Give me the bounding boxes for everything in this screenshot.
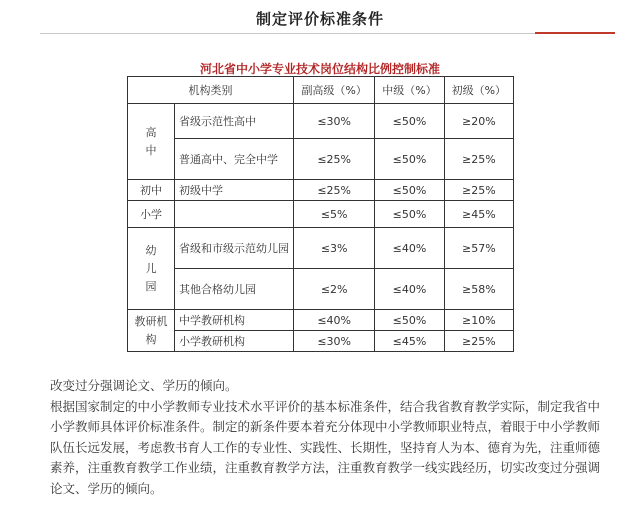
row-middle: ≤50% (375, 139, 444, 180)
table-row (128, 269, 514, 310)
header-middle: 中级（%） (375, 77, 444, 104)
row-middle: ≤50% (375, 201, 444, 228)
row-middle: ≤45% (375, 331, 444, 352)
row-junior: ≥25% (444, 139, 513, 180)
group-research (128, 310, 175, 352)
row-junior: ≥25% (444, 331, 513, 352)
page-title: 制定评价标准条件 (255, 10, 384, 28)
row-type (175, 201, 294, 228)
row-senior: ≤25% (294, 139, 375, 180)
title-divider-accent (535, 32, 615, 34)
header-category: 机构类别 (128, 77, 294, 104)
table-row (128, 104, 514, 139)
row-type: 普通高中、完全中学 (175, 139, 294, 180)
row-type: 其他合格幼儿园 (175, 269, 294, 310)
header-senior: 副高级（%） (294, 77, 375, 104)
row-type: 小学教研机构 (175, 331, 294, 352)
table-row (128, 228, 514, 269)
paragraph-2: 根据国家制定的中小学教师专业技术水平评价的基本标准条件，结合我省教育教学实际，制定我省中小学教师具体评价标准条件。制定的新条件要本着充分体现中小学教师职业特点，着眼于中小学教师队伍长远发展，考虑教书育人工作的专业性、实践性、长期性，坚持育人为本、德育为先，注重师德素养，注重教育教学工作业绩，注重教育教学方法，注重教育教学一线实践经历，切实改变过分强调论文、学历的倾向。 (50, 398, 601, 496)
row-type: 省级示范性高中 (175, 104, 294, 139)
row-senior: ≤3% (294, 228, 375, 269)
row-middle: ≤50% (375, 310, 444, 331)
row-middle: ≤50% (375, 180, 444, 201)
row-type: 初级中学 (175, 180, 294, 201)
row-senior: ≤30% (294, 331, 375, 352)
group-research-label: 教研机构 (134, 314, 168, 346)
table-row (128, 331, 514, 352)
row-middle: ≤40% (375, 269, 444, 310)
row-junior: ≥45% (444, 201, 513, 228)
row-senior: ≤2% (294, 269, 375, 310)
table-row (128, 180, 514, 201)
table-header-row (128, 77, 514, 104)
row-junior: ≥10% (444, 310, 513, 331)
row-junior: ≥58% (444, 269, 513, 310)
header-junior: 初级（%） (444, 77, 513, 104)
row-middle: ≤40% (375, 228, 444, 269)
row-middle: ≤50% (375, 104, 444, 139)
title-divider (40, 33, 615, 34)
group-high (128, 104, 175, 180)
row-senior: ≤5% (294, 201, 375, 228)
group-kindergarten (128, 228, 175, 310)
row-junior: ≥25% (444, 180, 513, 201)
row-junior: ≥20% (444, 104, 513, 139)
group-high-label: 高中 (145, 125, 157, 157)
table-title: 河北省中小学专业技术岗位结构比例控制标准 (199, 62, 440, 76)
ratio-table (127, 76, 514, 352)
row-type: 省级和市级示范幼儿园 (175, 228, 294, 269)
row-senior: ≤25% (294, 180, 375, 201)
row-junior: ≥57% (444, 228, 513, 269)
table-row (128, 139, 514, 180)
group-junior: 初中 (128, 180, 175, 201)
row-type: 中学教研机构 (175, 310, 294, 331)
group-kindergarten-label: 幼儿园 (145, 243, 157, 293)
paragraph-1: 改变过分强调论文、学历的倾向。 (50, 378, 238, 393)
group-primary: 小学 (128, 201, 175, 228)
row-senior: ≤30% (294, 104, 375, 139)
table-row (128, 201, 514, 228)
table-row (128, 310, 514, 331)
body-text (50, 376, 610, 499)
row-senior: ≤40% (294, 310, 375, 331)
